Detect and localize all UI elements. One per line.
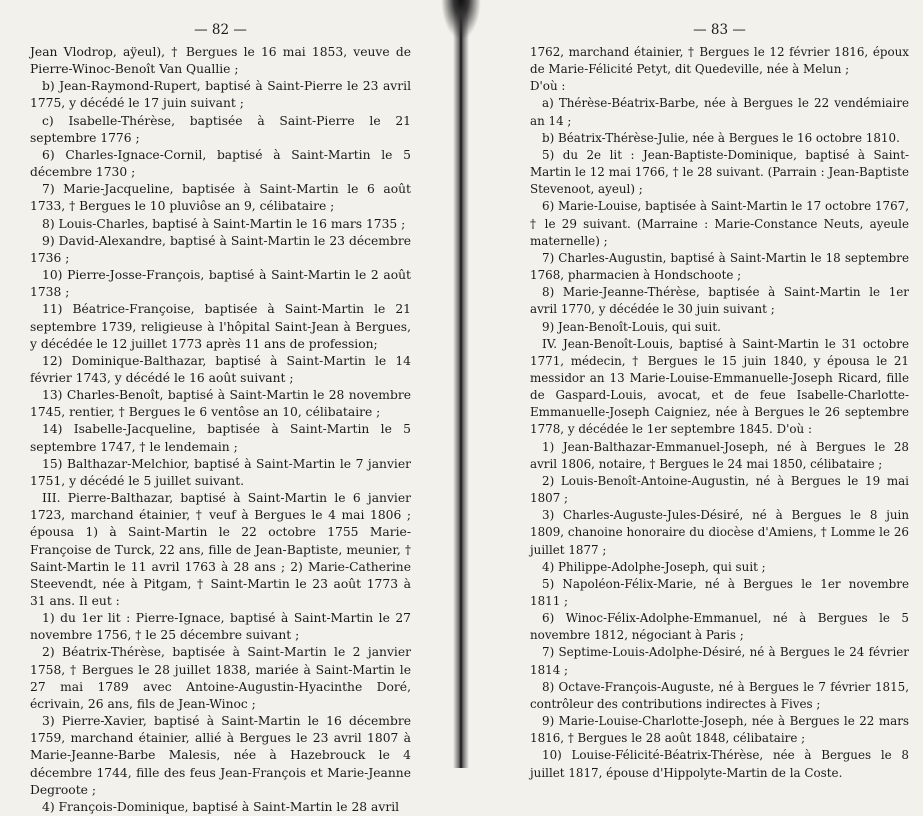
paragraph: c) Isabelle-Thérèse, baptisée à Saint-Pierre le 21 septembre 1776 ; — [30, 113, 411, 145]
book-gutter — [453, 0, 469, 768]
paragraph: 1) Jean-Balthazar-Emmanuel-Joseph, né à Bergues le 28 avril 1806, notaire, † Bergues le 24 mai 1850, célibataire ; — [530, 439, 909, 471]
paragraph: 8) Marie-Jeanne-Thérèse, baptisée à Saint-Martin le 1er avril 1770, y décédée le 30 juin suivant ; — [530, 285, 909, 317]
paragraph: b) Jean-Raymond-Rupert, baptisé à Saint-Pierre le 23 avril 1775, y décédé le 17 juin suivant ; — [30, 79, 411, 111]
paragraph: Jean Vlodrop, aÿeul), † Bergues le 16 mai 1853, veuve de Pierre-Winoc-Benoît Van Quallie ; — [30, 45, 411, 77]
paragraph: 9) Jean-Benoît-Louis, qui suit. — [542, 319, 721, 334]
paragraph: 13) Charles-Benoît, baptisé à Saint-Martin le 28 novembre 1745, rentier, † Bergues le 6 ventôse an 10, célibataire ; — [30, 388, 411, 420]
paragraph: 3) Pierre-Xavier, baptisé à Saint-Martin le 16 décembre 1759, marchand étainier, allié à Bergues le 23 avril 1807 à Marie-Jeanne-Barbe Malesis, née à Hazebrouck le 4 décembre 1744, fille des feus Jean-François et Marie-Jeanne Degroote ; — [30, 714, 411, 797]
paragraph: 5) Napoléon-Félix-Marie, né à Bergues le 1er novembre 1811 ; — [530, 576, 909, 608]
paragraph: 10) Pierre-Josse-François, baptisé à Saint-Martin le 2 août 1738 ; — [30, 268, 411, 300]
paragraph: 9) Marie-Louise-Charlotte-Joseph, née à Bergues le 22 mars 1816, † Bergues le 28 août 1848, célibataire ; — [530, 714, 909, 746]
paragraph: 14) Isabelle-Jacqueline, baptisée à Saint-Martin le 5 septembre 1747, † le lendemain ; — [30, 422, 411, 454]
paragraph: 8) Louis-Charles, baptisé à Saint-Martin le 16 mars 1735 ; — [42, 216, 406, 231]
right-page-number: — 83 — — [693, 22, 746, 38]
paragraph: b) Béatrix-Thérèse-Julie, née à Bergues le 16 octobre 1810. — [542, 130, 900, 145]
paragraph: 6) Charles-Ignace-Cornil, baptisé à Saint-Martin le 5 décembre 1730 ; — [30, 147, 411, 180]
paragraph: 11) Béatrice-Françoise, baptisée à Saint-Martin le 21 septembre 1739, religieuse à l'hôpital Saint-Jean à Bergues, y décédée le 12 juillet 1773 après 11 ans de profession; — [30, 302, 411, 351]
paragraph: 4) Philippe-Adolphe-Joseph, qui suit ; — [542, 559, 766, 574]
paragraph: D'où : — [530, 79, 566, 94]
paragraph: 7) Marie-Jacqueline, baptisée à Saint-Martin le 6 août 1733, † Bergues le 10 pluviôse an 9, célibataire ; — [30, 182, 411, 214]
paragraph: 7) Septime-Louis-Adolphe-Désiré, né à Bergues le 24 février 1814 ; — [530, 645, 909, 677]
left-page-number: — 82 — — [194, 22, 247, 38]
paragraph: 1762, marchand étainier, † Bergues le 12 février 1816, époux de Marie-Félicité Petyt, dit Quedeville, née à Melun ; — [530, 45, 909, 77]
paragraph: 3) Charles-Auguste-Jules-Désiré, né à Bergues le 8 juin 1809, chanoine honoraire du diocèse d'Amiens, † Lomme le 26 juillet 1877 ; — [530, 508, 909, 557]
paragraph: IV. Jean-Benoît-Louis, baptisé à Saint-Martin le 31 octobre 1771, médecin, † Bergues le 15 juin 1840, y épousa le 21 messidor an 13 Marie-Louise-Emmanuelle-Joseph Ricard, fille de Gaspard-Louis, avocat, et de feue Isabelle-Charlotte-Emmanuelle-Joseph Caigniez, née à Bergues le 26 septembre 1778, y décédée le 1er septembre 1845. D'où : — [530, 336, 909, 437]
paragraph: 5) du 2e lit : Jean-Baptiste-Dominique, baptisé à Saint-Martin le 12 mai 1766, † le 28 suivant. (Parrain : Jean-Baptiste Stevenoot, ayeul) ; — [530, 147, 909, 197]
left-page — [0, 0, 455, 814]
paragraph: 2) Louis-Benoît-Antoine-Augustin, né à Bergues le 19 mai 1807 ; — [530, 473, 909, 506]
paragraph: 15) Balthazar-Melchior, baptisé à Saint-Martin le 7 janvier 1751, y décédé le 5 juillet suivant. — [30, 456, 411, 488]
left-page-text — [30, 44, 411, 816]
right-page-text — [530, 44, 909, 782]
paragraph: 7) Charles-Augustin, baptisé à Saint-Martin le 18 septembre 1768, pharmacien à Hondschoote ; — [530, 250, 909, 283]
paragraph: 10) Louise-Félicité-Béatrix-Thérèse, née à Bergues le 8 juillet 1817, épouse d'Hippolyte-Martin de la Coste. — [530, 748, 909, 780]
paragraph: 12) Dominique-Balthazar, baptisé à Saint-Martin le 14 février 1743, y décédé le 16 août suivant ; — [30, 353, 411, 385]
paragraph: 1) du 1er lit : Pierre-Ignace, baptisé à Saint-Martin le 27 novembre 1756, † le 25 décembre suivant ; — [30, 611, 411, 643]
paragraph: 8) Octave-François-Auguste, né à Bergues le 7 février 1815, contrôleur des contributions indirectes à Fives ; — [530, 679, 909, 711]
right-page — [468, 0, 923, 780]
paragraph: 6) Marie-Louise, baptisée à Saint-Martin le 17 octobre 1767, † le 29 suivant. (Marraine : Marie-Constance Neuts, ayeule maternelle) ; — [530, 199, 909, 248]
paragraph: 6) Winoc-Félix-Adolphe-Emmanuel, né à Bergues le 5 novembre 1812, négociant à Paris ; — [530, 611, 909, 643]
paragraph: 4) François-Dominique, baptisé à Saint-Martin le 28 avril — [42, 799, 400, 814]
paragraph: III. Pierre-Balthazar, baptisé à Saint-Martin le 6 janvier 1723, marchand étainier, † veuf à Bergues le 4 mai 1806 ; épousa 1) à Saint-Martin le 22 octobre 1755 Marie-Françoise de Turck, 22 ans, fille de Jean-Baptiste, meunier, † Saint-Martin le 11 avril 1763 à 28 ans ; 2) Marie-Catherine Steevendt, née à Pitgam, † Saint-Martin le 23 août 1773 à 31 ans. Il eut : — [30, 491, 411, 608]
paragraph: a) Thérèse-Béatrix-Barbe, née à Bergues le 22 vendémiaire an 14 ; — [530, 96, 909, 128]
paragraph: 2) Béatrix-Thérèse, baptisée à Saint-Martin le 2 janvier 1758, † Bergues le 28 juillet 1838, mariée à Saint-Martin le 27 mai 1789 avec Antoine-Augustin-Hyacinthe Doré, écrivain, 26 ans, fils de Jean-Winoc ; — [30, 645, 411, 711]
paragraph: 9) David-Alexandre, baptisé à Saint-Martin le 23 décembre 1736 ; — [30, 233, 411, 265]
